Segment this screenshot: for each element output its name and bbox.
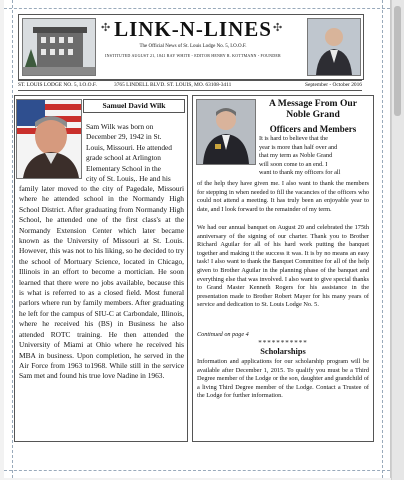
- intro-line: It is hard to believe that the: [259, 135, 328, 142]
- ornament-left-icon: ✣: [101, 22, 111, 34]
- noble-grand-photo: [196, 99, 256, 165]
- newsletter-title: LINK-N-LINES: [114, 17, 272, 41]
- intro-line: Elementary School in the: [86, 163, 161, 173]
- intro-line: Sam Wilk was born on: [86, 122, 154, 131]
- lodge-building-photo: [22, 18, 96, 76]
- message-heading: [257, 98, 369, 120]
- vertical-scrollbar[interactable]: [391, 0, 404, 480]
- article-byline: Samuel David Wilk: [83, 99, 185, 113]
- intro-line: that my term as Noble Grand: [259, 152, 333, 160]
- intro-line: grade school at Arlington: [86, 153, 161, 163]
- message-paragraph-1: of the help they have given me. I also want to thank the members for stepping in when needed to fill the vacancies of the officers who could not attend a meeting. It has truly been an enjoyable year to date, and I look forward to the remainder of my term.: [197, 180, 369, 213]
- issue-info-bar: [18, 80, 362, 91]
- margin-guide-top: [4, 8, 390, 9]
- founder-portrait: [307, 18, 361, 76]
- left-article-column: [14, 95, 188, 442]
- right-article-column: [192, 95, 374, 442]
- article-body: family later moved to the city of Pagedale, Missouri where he attended school in the Normandy High School District. After graduating from Normandy High School, he attended one of the first class's at the Normandy Extension Center which later became known as the University of Missouri at St. Louis. However, this was not to his liking, so he decided to try the school of Mortuary Science, located in Chicago, Illinois in an effort to become a mortician. He soon learned that there were no jobs available, because this is what is referred to as a closed field. Most funeral parlors where run by family members. After graduating he left for the campus of SIU-C at Carbondale, Illinois, where he received his (BS) in Business he also attended ROTC training. He then attended the University of Miami at Ohio where he received his MBA in business. Upon completion, he served in the Air Force from 1963 to1968. While still in the service Sam met and found his true love Nadine in 1963.: [19, 184, 184, 381]
- margin-guide-left: [12, 0, 13, 478]
- intro-line: December 29, 1942 in St.: [86, 132, 162, 142]
- newsletter-credits: INSTITUTED AUGUST 21, 1841 RAY WHITE - EDITOR HENRY R. KOTTMANN - FOUNDER: [105, 53, 281, 58]
- intro-line: city of St. Louis,. He and his: [86, 174, 171, 184]
- heading-line: A Message From Our: [268, 98, 358, 109]
- message-paragraph-2: We had our annual banquet on August 20 and celebrated the 175th anniversary of the signing of our charter. Thank you to Brother Richard Aguilar for all of his hard work putting the banquet together and making it the success it was. It is by no means an easy task! I also want to thank the Banquet Committee for all of the help given to Brother Aguilar in the planning phase of the banquet and everything else that was involved. I also want to give special thanks to Grand Master Kenneth Rogers for his assistance in the presentation made to Brother Robert Mayer for his many years of service and dedication to St. Louis Lodge No. 5.: [197, 224, 369, 309]
- lodge-name: ST. LOUIS LODGE NO. 5, I.O.O.F.: [18, 82, 97, 88]
- issue-date: September - October 2016: [304, 82, 362, 88]
- sam-wilk-photo: [16, 99, 82, 179]
- intro-beside-photo: [86, 122, 184, 184]
- intro-line: want to thank my officers for all: [259, 169, 341, 177]
- officers-heading: Officers and Members: [269, 124, 357, 134]
- intro-line: will soon come to an end. I: [259, 160, 328, 168]
- lodge-address: 3765 LINDELL BLVD. ST. LOUIS, MO. 63108-3411: [114, 82, 232, 88]
- heading-line: Noble Grand: [286, 109, 340, 120]
- newsletter-subtitle: The Official News of St. Louis Lodge No. 5, I.O.O.F.: [139, 44, 247, 49]
- continued-note: Continued on page 4: [197, 331, 249, 338]
- scholarships-text: Information and applications for our scholarship program will be available after December 1, 2015. To qualify you must be a Third Degree member of the Lodge or the son, daughter and grandchild of a living Third Degree member of the Lodge. Contact a Trustee of the Lodge for further information.: [197, 358, 369, 400]
- document-page: [4, 0, 391, 478]
- scholarships-heading: Scholarships: [260, 347, 306, 356]
- margin-guide-right: [382, 0, 383, 478]
- intro-line: year is more than half over and: [259, 143, 338, 151]
- section-divider: ***********: [258, 339, 308, 347]
- masthead: [18, 14, 364, 80]
- intro-beside-photo: [259, 135, 369, 178]
- scrollbar-thumb[interactable]: [394, 6, 401, 116]
- margin-guide-bottom: [4, 470, 390, 471]
- ornament-right-icon: ✣: [273, 22, 283, 34]
- intro-line: Louis, Missouri. He attended: [86, 142, 173, 152]
